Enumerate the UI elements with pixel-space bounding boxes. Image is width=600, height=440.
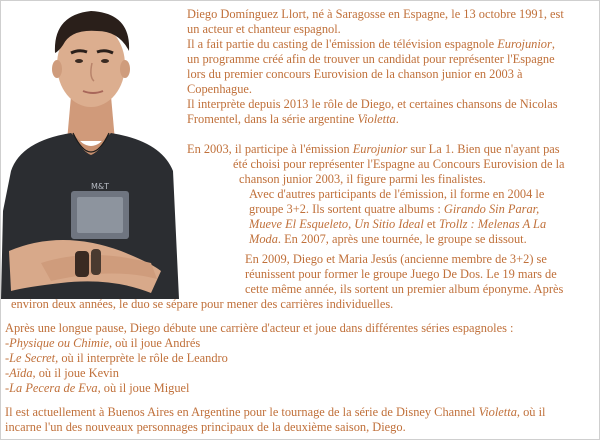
bio-line: Copenhague.	[187, 82, 253, 96]
bio-line	[249, 217, 546, 232]
bio-paragraph-current	[5, 405, 545, 435]
actor-photo	[1, 1, 181, 299]
series-title: Aïda,	[9, 366, 36, 380]
bio-line: incarne l'un des nouveaux personnages principaux de la deuxième saison, Diego.	[5, 420, 406, 434]
bio-line: Avec d'autres participants de l'émission, il forme en 2004 le	[249, 187, 545, 201]
bio-line	[249, 202, 546, 217]
bio-text: , où il joue Andrés	[108, 336, 201, 350]
bio-text: .	[395, 112, 399, 126]
bio-text: -	[5, 336, 10, 350]
bio-text: où il joue Kevin	[35, 366, 119, 380]
series-item	[5, 366, 513, 381]
series-item	[5, 381, 513, 396]
bio-text: -	[5, 366, 10, 380]
bio-line	[187, 142, 560, 157]
album-title: Girando Sin Parar,	[443, 202, 540, 216]
bio-text: où il interprète le rôle de Leandro	[58, 351, 228, 365]
bio-line: chanson junior 2003, il figure parmi les finalistes.	[239, 172, 486, 186]
bio-text: groupe 3+2. Ils sortent quatre albums :	[249, 202, 444, 216]
bio-line	[187, 37, 564, 52]
bio-line: un programme créé afin de trouver un candidat pour représenter l'Espagne	[187, 52, 555, 66]
bio-paragraph-eurojunior-cont2	[239, 172, 486, 187]
series-item	[5, 336, 513, 351]
bio-text: où il joue Miguel	[100, 381, 190, 395]
bio-paragraph-intro	[187, 7, 564, 127]
bio-text: ,	[551, 37, 555, 51]
bio-line: En 2009, Diego et Maria Jesús (ancienne membre de 3+2) se	[245, 252, 547, 266]
bio-line	[187, 112, 564, 127]
bio-paragraph-eurojunior-cont	[233, 157, 565, 172]
show-title: Eurojunior	[352, 142, 408, 156]
bio-line: réunissent pour former le groupe Juego De Dos. Le 19 mars de	[245, 267, 557, 281]
bio-text: . En 2007, après une tournée, le groupe se dissout.	[277, 232, 527, 246]
series-title: Le Secret,	[9, 351, 59, 365]
bio-text: , où il	[516, 405, 546, 419]
bio-paragraph-duo	[245, 252, 563, 297]
series-title: La Pecera de Eva,	[9, 381, 101, 395]
album-title: Un Sitio Ideal	[354, 217, 424, 231]
show-title: Eurojunior	[497, 37, 552, 51]
bio-line: Il interprète depuis 2013 le rôle de Diego, et certaines chansons de Nicolas	[187, 97, 558, 111]
album-title: Moda	[249, 232, 278, 246]
show-title: Violetta	[357, 112, 396, 126]
bio-line: Après une longue pause, Diego débute une carrière d'acteur et joue dans différentes séries espagnoles :	[5, 321, 514, 335]
bio-line: un acteur et chanteur espagnol.	[187, 22, 341, 36]
bio-text: -	[5, 381, 10, 395]
bio-text: Il est actuellement à Buenos Aires en Argentine pour le tournage de la série de Disney Channel	[5, 405, 479, 419]
bio-line	[5, 405, 545, 420]
bio-text: sur La 1. Bien que n'ayant pas	[407, 142, 560, 156]
bio-paragraph-group	[249, 187, 546, 247]
bio-line: été choisi pour représenter l'Espagne au Concours Eurovision de la	[233, 157, 565, 171]
bio-text: et	[423, 217, 439, 231]
bio-text: Il a fait partie du casting de l'émission de télévision espagnole	[187, 37, 498, 51]
bio-text: -	[5, 351, 10, 365]
album-title: Trollz : Melenas A La	[438, 217, 547, 231]
bio-line: cette même année, ils sortent un premier album éponyme. Après	[245, 282, 564, 296]
album-title: Mueve El Esqueleto	[249, 217, 349, 231]
bio-line	[249, 232, 546, 247]
bio-paragraph-duo-end	[11, 297, 393, 312]
shirt-print-text: M&T	[90, 182, 110, 191]
series-item	[5, 351, 513, 366]
bio-text: Fromentel, dans la série argentine	[187, 112, 358, 126]
series-title: Physique ou Chimie	[9, 336, 109, 350]
bio-line: environ deux années, le duo se sépare pour mener des carrières individuelles.	[11, 297, 394, 311]
bio-line: lors du premier concours Eurovision de la chanson junior en 2003 à	[187, 67, 523, 81]
bio-text: En 2003, il participe à l'émission	[187, 142, 353, 156]
show-title: Violetta	[478, 405, 517, 419]
bio-paragraph-eurojunior	[187, 142, 560, 157]
bio-line: Diego Domínguez Llort, né à Saragosse en Espagne, le 13 octobre 1991, est	[187, 7, 564, 21]
actor-portrait-image	[1, 1, 181, 299]
bio-text: ,	[348, 217, 355, 231]
bio-paragraph-series	[5, 321, 513, 396]
